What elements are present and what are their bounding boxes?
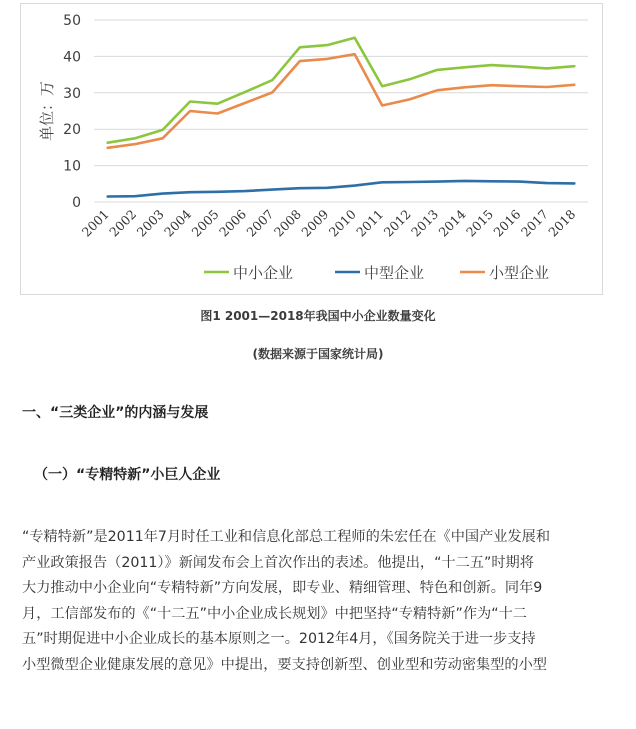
y-tick-label: 30: [63, 85, 81, 102]
body-paragraph: [22, 525, 616, 678]
x-tick-label: 2003: [133, 206, 167, 240]
y-tick-label: 20: [63, 122, 81, 139]
y-axis-label: 单位：万: [38, 80, 56, 142]
body-line: “专精特新”是2011年7月时任工业和信息化部总工程师的朱宏任在《中国产业发展和: [22, 529, 551, 545]
x-tick-label: 2012: [380, 206, 414, 240]
y-tick-label: 40: [63, 49, 81, 66]
legend-label: 中小企业: [233, 264, 294, 282]
subsection-heading: （一）“专精特新”小巨人企业: [34, 467, 221, 483]
body-line: 大力推动中小企业向“专精特新”方向发展，即专业、精细管理、特色和创新。同年9: [22, 580, 543, 596]
x-tick-label: 2010: [325, 206, 359, 240]
x-tick-label: 2007: [243, 206, 277, 240]
x-tick-label: 2017: [517, 206, 551, 240]
body-line: 月，工信部发布的《“十二五”中小企业成长规划》中把坚持“专精特新”作为“十二: [22, 605, 527, 622]
x-tick-label: 2015: [462, 206, 497, 240]
x-tick-label: 2011: [353, 206, 387, 240]
x-tick-label: 2002: [106, 206, 140, 240]
legend-label: 小型企业: [489, 264, 550, 282]
x-tick-label: 2004: [161, 206, 195, 240]
body-line: 小型微型企业健康发展的意见》中提出，要支持创新型、创业型和劳动密集型的小型: [22, 656, 547, 673]
line-chart: [21, 4, 604, 296]
y-tick-label: 10: [63, 158, 81, 175]
figure-source-note: (数据来源于国家统计局): [252, 347, 384, 361]
x-tick-label: 2016: [490, 206, 524, 240]
x-tick-label: 2006: [215, 206, 250, 240]
legend-label: 中型企业: [364, 264, 425, 282]
series-line: [108, 181, 575, 197]
figure-caption: 图1 2001—2018年我国中小企业数量变化: [200, 309, 436, 323]
series-line: [108, 38, 575, 143]
x-tick-label: 2013: [408, 206, 442, 240]
x-tick-label: 2018: [545, 206, 579, 240]
x-tick-label: 2001: [78, 206, 112, 240]
series-line: [108, 54, 575, 148]
section-heading: 一、“三类企业”的内涵与发展: [22, 405, 209, 421]
chart-container: [20, 3, 603, 295]
body-line: 产业政策报告（2011）》新闻发布会上首次作出的表述。他提出，“十二五”时期将: [22, 554, 534, 571]
y-tick-label: 50: [63, 13, 81, 29]
x-tick-label: 2014: [435, 206, 469, 240]
y-tick-label: 0: [72, 195, 81, 211]
x-tick-label: 2008: [270, 206, 304, 240]
body-line: 五”时期促进中小企业成长的基本原则之一。2012年4月，《国务院关于进一步支持: [22, 631, 536, 647]
x-tick-label: 2005: [188, 206, 222, 240]
x-tick-label: 2009: [298, 206, 332, 240]
